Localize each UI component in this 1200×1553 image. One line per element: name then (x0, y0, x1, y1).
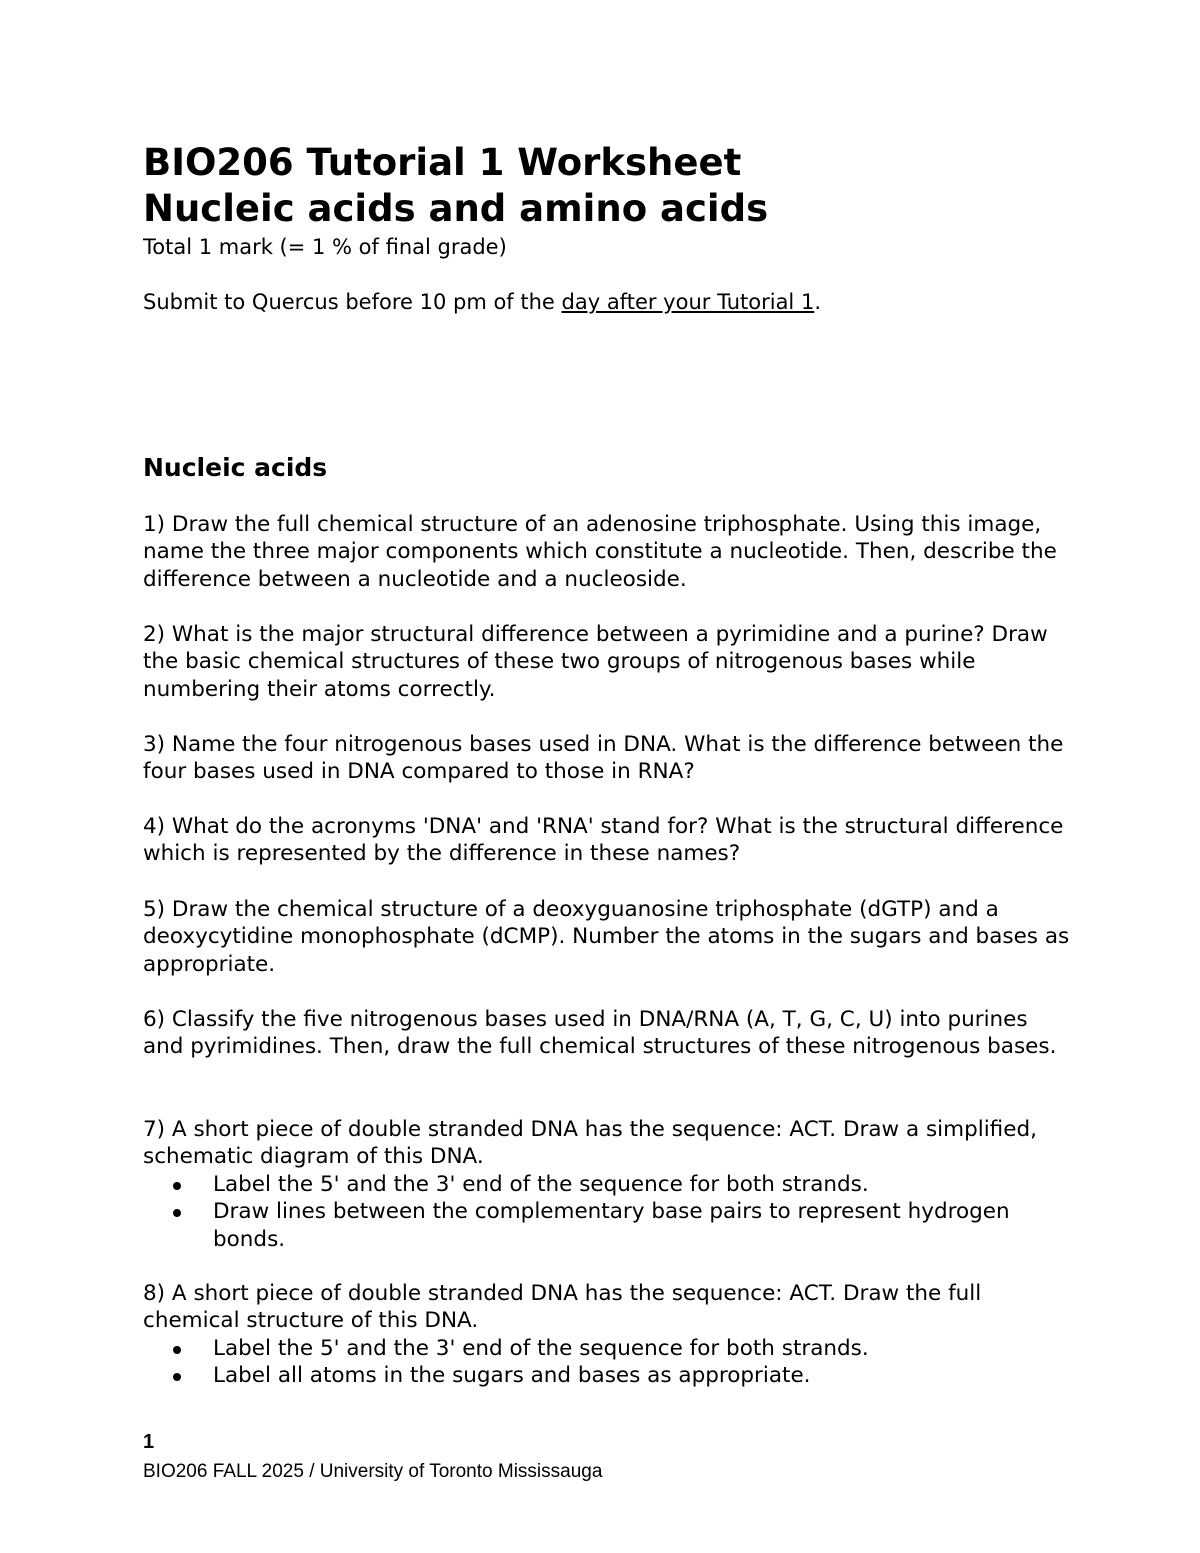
bullet-text: Label all atoms in the sugars and bases as appropriate. (213, 1363, 811, 1389)
page-number: 1 (143, 1431, 155, 1453)
worksheet-title: BIO206 Tutorial 1 Worksheet (143, 141, 742, 184)
question-6: 6) Classify the five nitrogenous bases used in DNA/RNA (A, T, G, C, U) into purines and pyrimidines. Then, draw the full chemical structures of these nitrogenous bases. (143, 1007, 1057, 1060)
question-8 (143, 1280, 1073, 1390)
question-1: 1) Draw the full chemical structure of an adenosine triphosphate. Using this image, name the three major components which constitute a nucleotide. Then, describe the difference between a nucleotide and a nucleoside. (143, 512, 1057, 592)
list-item (143, 1171, 1073, 1198)
question-3: 3) Name the four nitrogenous bases used in DNA. What is the difference between the four bases used in DNA compared to those in RNA? (143, 732, 1064, 785)
bullet-text: Draw lines between the complementary base pairs to represent hydrogen bonds. (213, 1199, 1010, 1252)
footer-course-info: BIO206 FALL 2025 / University of Toronto Mississauga (143, 1461, 603, 1482)
total-marks: Total 1 mark (= 1 % of final grade) (143, 235, 507, 259)
question-8-bullets (143, 1335, 1073, 1390)
list-item (143, 1335, 1073, 1362)
submission-deadline: day after your Tutorial 1 (561, 290, 815, 314)
bullet-text: Label the 5' and the 3' end of the sequence for both strands. (213, 1171, 869, 1197)
list-item (143, 1362, 1073, 1389)
question-8-text: 8) A short piece of double stranded DNA has the sequence: ACT. Draw the full chemical structure of this DNA. (143, 1281, 982, 1334)
bullet-icon (173, 1346, 181, 1354)
bullet-text: Label the 5' and the 3' end of the sequence for both strands. (213, 1335, 869, 1361)
question-5: 5) Draw the chemical structure of a deoxyguanosine triphosphate (dGTP) and a deoxycytidine monophosphate (dCMP). Number the atoms in the sugars and bases as appropriate. (143, 897, 1070, 977)
submission-prefix: Submit to Quercus before 10 pm of the (143, 290, 562, 314)
worksheet-subtitle: Nucleic acids and amino acids (143, 187, 769, 230)
question-2: 2) What is the major structural difference between a pyrimidine and a purine? Draw the basic chemical structures of these two groups of nitrogenous bases while numbering their atoms correctly. (143, 622, 1048, 702)
submission-suffix: . (814, 290, 821, 314)
question-7-text: 7) A short piece of double stranded DNA has the sequence: ACT. Draw a simplified, schematic diagram of this DNA. (143, 1117, 1037, 1170)
question-7 (143, 1116, 1073, 1253)
bullet-icon (173, 1373, 181, 1381)
bullet-icon (173, 1182, 181, 1190)
question-7-bullets (143, 1171, 1073, 1253)
submission-instructions (143, 288, 821, 316)
list-item (143, 1198, 1073, 1253)
bullet-icon (173, 1209, 181, 1217)
question-4: 4) What do the acronyms 'DNA' and 'RNA' stand for? What is the structural difference which is represented by the difference in these names? (143, 814, 1064, 867)
section-heading: Nucleic acids (143, 453, 328, 482)
